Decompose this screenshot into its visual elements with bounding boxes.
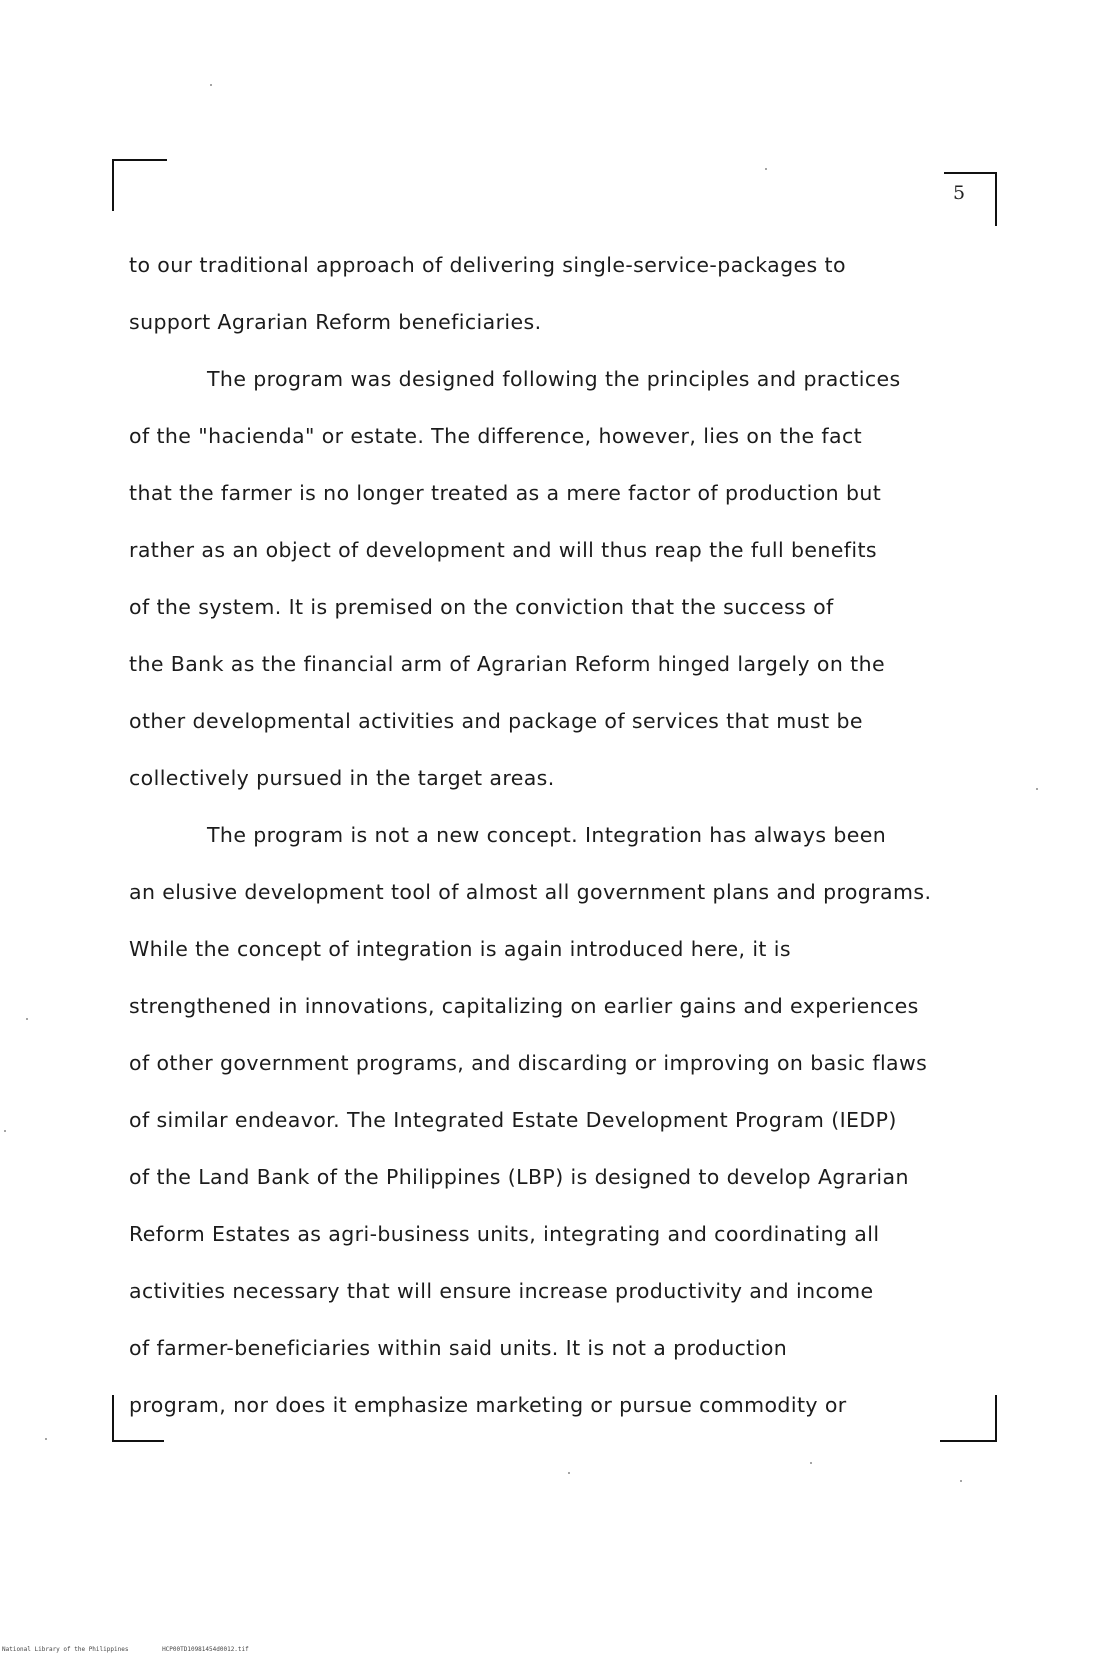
text-line: of other government programs, and discarding or improving on basic flaws: [129, 1051, 928, 1075]
text-line: While the concept of integration is again introduced here, it is: [129, 937, 791, 961]
corner-mark-top-right-vertical: [995, 172, 997, 226]
corner-mark-bottom-left-vertical: [112, 1395, 114, 1442]
text-line: of the system. It is premised on the conviction that the success of: [129, 595, 834, 619]
text-line: of similar endeavor. The Integrated Estate Development Program (IEDP): [129, 1108, 897, 1132]
text-line: that the farmer is no longer treated as a mere factor of production but: [129, 481, 882, 505]
text-line: other developmental activities and package of services that must be: [129, 709, 863, 733]
scan-speck: [1036, 788, 1038, 790]
text-line: support Agrarian Reform beneficiaries.: [129, 310, 542, 334]
text-line: collectively pursued in the target areas.: [129, 766, 555, 790]
footer-library: National Library of the Philippines: [2, 1646, 129, 1653]
scan-speck: [26, 1018, 28, 1020]
scan-speck: [960, 1480, 962, 1482]
text-line: program, nor does it emphasize marketing or pursue commodity or: [129, 1393, 847, 1417]
paragraph-start-line: The program is not a new concept. Integration has always been: [207, 823, 887, 847]
page-number: 5: [953, 182, 966, 204]
scan-speck: [765, 168, 767, 170]
text-line: Reform Estates as agri-business units, integrating and coordinating all: [129, 1222, 880, 1246]
text-line: an elusive development tool of almost all government plans and programs.: [129, 880, 932, 904]
text-line: of farmer-beneficiaries within said units. It is not a production: [129, 1336, 788, 1360]
scan-speck: [210, 84, 212, 86]
scan-footer: [2, 1646, 279, 1653]
text-line: to our traditional approach of delivering single-service-packages to: [129, 253, 846, 277]
text-line: of the Land Bank of the Philippines (LBP) is designed to develop Agrarian: [129, 1165, 909, 1189]
text-line: activities necessary that will ensure increase productivity and income: [129, 1279, 874, 1303]
scan-speck: [45, 1438, 47, 1440]
footer-reference: HCP00TD10981454d0012.tif: [162, 1646, 249, 1653]
corner-mark-top-left-vertical: [112, 159, 114, 211]
text-line: strengthened in innovations, capitalizing on earlier gains and experiences: [129, 994, 919, 1018]
text-line: of the "hacienda" or estate. The difference, however, lies on the fact: [129, 424, 863, 448]
paragraph-start-line: The program was designed following the principles and practices: [207, 367, 901, 391]
corner-mark-top-left-horizontal: [112, 159, 167, 161]
scan-speck: [568, 1472, 570, 1474]
text-line: the Bank as the financial arm of Agrarian Reform hinged largely on the: [129, 652, 885, 676]
text-line: rather as an object of development and will thus reap the full benefits: [129, 538, 878, 562]
scan-speck: [4, 1130, 6, 1132]
corner-mark-top-right-horizontal: [944, 172, 997, 174]
scan-speck: [810, 1462, 812, 1464]
body-text: [129, 248, 1049, 1445]
